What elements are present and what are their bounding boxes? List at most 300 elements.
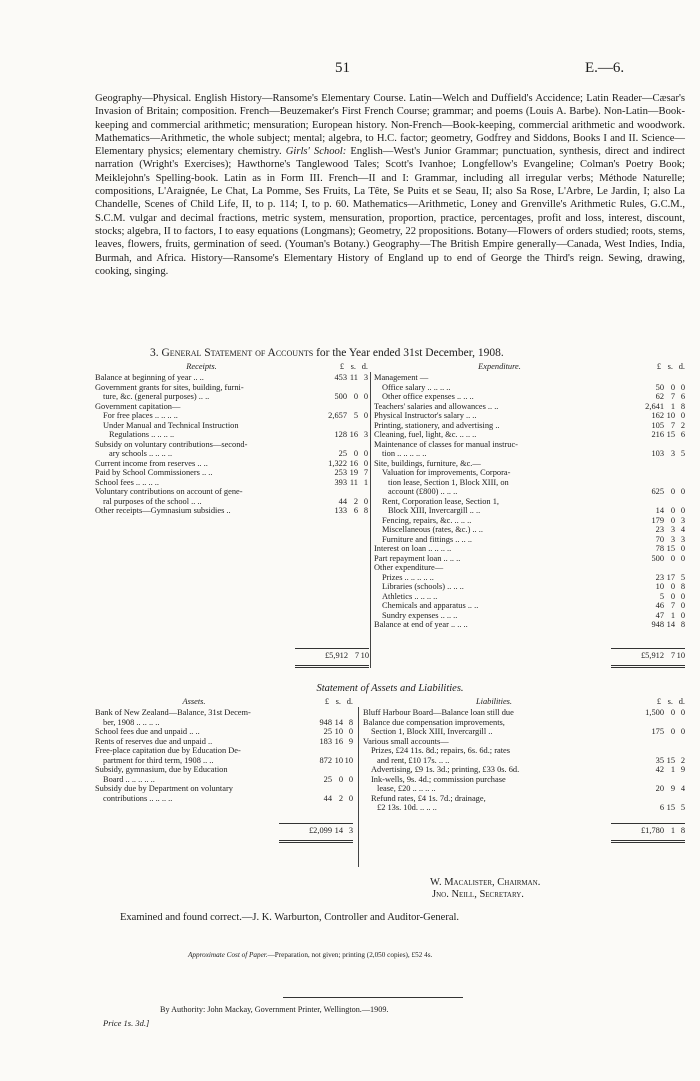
accounts-heading-number: 3.	[150, 347, 159, 359]
liabilities-header	[363, 697, 685, 708]
receipt-row	[95, 468, 368, 478]
amount-pence: 0	[680, 610, 685, 620]
amount-pence: 0	[680, 506, 685, 515]
liabilities-total-shillings: 1	[670, 826, 675, 835]
amount-pounds: 948	[651, 620, 664, 629]
expenditure-total-pence: 10	[676, 651, 685, 660]
liability-row	[363, 794, 685, 804]
row-label: Regulations .. .. .. ..	[109, 430, 175, 439]
expenditure-column	[374, 362, 685, 630]
cost-label: Approximate Cost of Paper.	[188, 951, 268, 959]
page-reference: E.—6.	[585, 60, 625, 76]
row-label: Valuation for improvements, Corpora-	[382, 468, 511, 477]
amount-pence: 0	[348, 793, 353, 803]
receipts-total-pounds: £5,912	[324, 651, 348, 660]
assets-total-pence: 3	[348, 826, 353, 835]
amount-pounds: 70	[655, 534, 664, 544]
row-label: Board .. .. .. .. ..	[103, 774, 155, 784]
expenditure-row	[374, 573, 685, 583]
amount-pence: 0	[680, 727, 685, 736]
amount-shillings: 0	[670, 382, 675, 392]
authority-line	[160, 1005, 620, 1014]
amount-pence: 0	[680, 382, 685, 392]
row-label: Physical Instructor's salary .. ..	[374, 411, 477, 420]
accounts-heading	[150, 347, 670, 359]
column-divider	[370, 372, 371, 668]
amount-shillings: 0	[353, 392, 358, 401]
amount-shillings: 14	[334, 717, 343, 727]
row-label: Various small accounts—	[363, 736, 449, 746]
liability-row	[363, 803, 685, 813]
expenditure-row	[374, 592, 685, 602]
amount-shillings: 2	[353, 496, 358, 506]
amount-shillings: 16	[349, 430, 358, 439]
row-label: Prizes, £24 11s. 8d.; repairs, 6s. 6d.; rates	[371, 746, 511, 755]
row-label: Maintenance of classes for manual instruc-	[374, 439, 518, 449]
cost-of-paper	[188, 951, 432, 959]
amount-pounds: 872	[319, 755, 332, 765]
statement-title: Statement of Assets and Liabilities.	[316, 683, 464, 694]
authority-rule	[283, 997, 463, 998]
asset-row	[95, 784, 353, 794]
amount-pounds: 6	[659, 803, 664, 812]
expenditure-title: Expenditure.	[478, 362, 521, 371]
amount-pence: 0	[680, 411, 685, 420]
amount-pence: 6	[680, 430, 685, 439]
amount-shillings: 15	[666, 544, 675, 553]
assets-total	[279, 826, 353, 838]
receipt-row	[95, 373, 368, 383]
amount-pence: 0	[363, 411, 368, 420]
amount-pence: 0	[680, 487, 685, 496]
receipts-total-double-rule	[295, 665, 369, 668]
amount-pounds: 128	[334, 430, 347, 439]
expenditure-row	[374, 383, 685, 393]
pence-header: d.	[346, 697, 353, 706]
row-label: Prizes .. .. .. .. ..	[382, 572, 434, 582]
liability-row	[363, 718, 685, 728]
amount-shillings: 3	[670, 534, 675, 544]
amount-pounds: 10	[655, 582, 664, 591]
amount-shillings: 0	[670, 553, 675, 563]
amount-pence: 0	[363, 449, 368, 458]
row-label: Block XIII, Invercargill .. ..	[388, 506, 481, 515]
amount-pounds: 62	[655, 392, 664, 401]
accounts-heading-caps: General Statement of Accounts	[161, 347, 314, 359]
expenditure-total-shillings: 7	[670, 651, 675, 660]
row-label: partment for third term, 1908 .. ..	[103, 755, 214, 765]
amount-pounds: 625	[651, 487, 664, 496]
row-label: Management —	[374, 373, 429, 382]
amount-pounds: 47	[655, 610, 664, 620]
asset-row	[95, 765, 353, 775]
amount-pence: 3	[363, 373, 368, 382]
expenditure-header	[374, 362, 685, 373]
auditor-certification: Examined and found correct.—J. K. Warburton, Controller and Auditor-General.	[120, 912, 460, 923]
expenditure-row	[374, 582, 685, 592]
shillings-header: s.	[667, 362, 673, 371]
amount-shillings: 15	[666, 430, 675, 439]
accounts-totals	[95, 648, 685, 670]
expenditure-row	[374, 449, 685, 459]
amount-pence: 9	[348, 736, 353, 746]
assets-rows	[95, 708, 353, 803]
row-label: Under Manual and Technical Instruction	[103, 420, 239, 430]
pence-header: d.	[678, 697, 685, 706]
row-label: ary schools .. .. .. ..	[109, 449, 173, 458]
amount-shillings: 0	[670, 727, 675, 736]
amount-pence: 8	[363, 506, 368, 515]
amount-shillings: 11	[349, 477, 358, 487]
asset-row	[95, 737, 353, 747]
receipt-row	[95, 459, 368, 469]
amount-pounds: 2,641	[645, 401, 664, 411]
receipts-title: Receipts.	[186, 362, 217, 371]
asset-row	[95, 756, 353, 766]
amount-pence: 0	[363, 392, 368, 401]
row-label: Current income from reserves .. ..	[95, 458, 208, 468]
row-label: £2 13s. 10d. .. .. ..	[377, 803, 437, 812]
row-label: School fees .. .. .. ..	[95, 477, 159, 487]
receipts-header	[95, 362, 368, 373]
expenditure-row	[374, 611, 685, 621]
amount-pounds: 44	[338, 496, 347, 506]
receipt-row	[95, 411, 368, 421]
receipt-row	[95, 421, 368, 431]
asset-row	[95, 727, 353, 737]
expenditure-row	[374, 459, 685, 469]
amount-pounds: 500	[651, 553, 664, 563]
amount-pence: 7	[363, 468, 368, 477]
amount-pence: 2	[680, 420, 685, 430]
amount-pounds: 78	[655, 544, 664, 553]
row-label: Other expenditure—	[374, 563, 444, 572]
receipts-total-rule	[295, 648, 369, 649]
liability-row	[363, 708, 685, 718]
row-label: Government grants for sites, building, furni-	[95, 382, 244, 392]
receipt-row	[95, 430, 368, 440]
liability-row	[363, 775, 685, 785]
assets-column	[95, 697, 353, 803]
amount-pence: 5	[680, 449, 685, 458]
asset-row	[95, 718, 353, 728]
expenditure-row	[374, 392, 685, 402]
row-label: tion lease, Section 1, Block XIII, on	[388, 477, 509, 487]
row-label: Subsidy, gymnasium, due by Education	[95, 765, 228, 774]
liability-row	[363, 737, 685, 747]
amount-pence: 8	[680, 401, 685, 411]
expenditure-row	[374, 402, 685, 412]
amount-shillings: 7	[670, 392, 675, 401]
row-label: account (£800) .. .. ..	[388, 487, 458, 496]
row-label: Site, buildings, furniture, &c.—	[374, 458, 481, 468]
amount-pence: 0	[680, 708, 685, 717]
receipt-row	[95, 392, 368, 402]
liabilities-title: Liabilities.	[475, 697, 513, 706]
amount-pounds: 42	[655, 765, 664, 774]
amount-pounds: 162	[651, 411, 664, 420]
pounds-header: £	[324, 697, 329, 706]
expenditure-row	[374, 468, 685, 478]
row-label: Miscellaneous (rates, &c.) .. ..	[382, 525, 483, 534]
receipt-row	[95, 506, 368, 516]
amount-pence: 2	[680, 755, 685, 765]
amount-pence: 0	[680, 544, 685, 553]
liabilities-rows	[363, 708, 685, 813]
amount-shillings: 10	[666, 411, 675, 420]
row-label: Government capitation—	[95, 401, 181, 411]
row-label: Chemicals and apparatus .. ..	[382, 601, 479, 610]
assets-title: Assets.	[182, 697, 206, 706]
expenditure-total-pounds: £5,912	[640, 651, 664, 660]
pounds-header: £	[656, 362, 661, 371]
receipts-total-shillings: 7	[354, 651, 359, 660]
amount-shillings: 1	[670, 401, 675, 411]
row-label: ture, &c. (general purposes) .. ..	[103, 392, 210, 401]
amount-shillings: 10	[334, 727, 343, 736]
pounds-header: £	[656, 697, 661, 706]
amount-pounds: 175	[651, 727, 664, 736]
amount-shillings: 15	[666, 755, 675, 765]
row-label: Libraries (schools) .. .. ..	[382, 582, 464, 591]
row-label: Rents of reserves due and unpaid ..	[95, 736, 213, 746]
liabilities-total-rule	[611, 823, 685, 824]
amount-pence: 4	[680, 525, 685, 534]
expenditure-row	[374, 525, 685, 535]
expenditure-row	[374, 506, 685, 516]
amount-shillings: 0	[353, 449, 358, 458]
row-label: Subsidy on voluntary contributions—second-	[95, 439, 248, 449]
liabilities-total-pounds: £1,780	[640, 826, 664, 835]
amount-pence: 0	[680, 591, 685, 601]
amount-shillings: 3	[670, 449, 675, 458]
shillings-header: s.	[667, 697, 673, 706]
amount-shillings: 1	[670, 610, 675, 620]
liability-row	[363, 727, 685, 737]
amount-shillings: 5	[353, 411, 358, 420]
amount-pounds: 20	[655, 784, 664, 793]
amount-pence: 0	[348, 727, 353, 736]
paragraph-part-2: English—West's Junior Grammar; punctuation, synthesis, direct and indirect narration (Wright's Exercises); Hawthorne's Tanglewood Tales; Scott's Ivanhoe; Longfellow's Evangeline; Colman's Poetry Book; Meiklejohn's Spelling-book. Latin as in Form III. French—II and I: Grammar, including all irregular verbs; Méthode Naturelle; compositions, L'Araignée, Le Chat, La Pomme, Ses Fruits, La Tête, Se Puits et se Seau, II; also Sa Rose, L'Arbre, Le Jardin, I; also La Chandelle, Scenes of Child Life, II, to p. 114; I, to p. 60. Mathematics—Arithmetic, Loney and Grenville's Arithmetic Rules, G.C.M., S.C.M. vulgar and decimal fractions, metric system, mensuration, proportion, practice, percentages, profit and loss, interest, discount, stocks; algebra, II to factors, I to easy equations (Longmans); Geometry, 22 propositions. Botany—Flowers of orders studied; roots, stems, leaves, flowers, fruits, germination of seed. (Youman's Botany.) Geography—The British Empire generally—Canada, West Indies, India, Burmah, and Africa. History—Ransome's Elementary History of England up to end of George the Third's reign. Sewing, drawing, cooking, singing.	[95, 146, 685, 277]
amount-pounds: 25	[323, 774, 332, 784]
amount-shillings: 0	[670, 515, 675, 525]
assets-liabilities-table	[95, 697, 685, 867]
amount-shillings: 0	[338, 774, 343, 784]
amount-pence: 8	[680, 620, 685, 629]
liabilities-total	[611, 826, 685, 838]
receipt-row	[95, 440, 368, 450]
amount-shillings: 15	[666, 803, 675, 812]
amount-pounds: 23	[655, 525, 664, 534]
amount-pence: 5	[680, 803, 685, 812]
row-label: Free-place capitation due by Education De-	[95, 746, 241, 755]
receipt-row	[95, 478, 368, 488]
authority-text: By Authority: John Mackay, Government Printer, Wellington.—1909.	[160, 1005, 389, 1014]
expenditure-row	[374, 497, 685, 507]
expenditure-total-rule	[611, 648, 685, 649]
amount-pence: 0	[363, 496, 368, 506]
amount-shillings: 16	[334, 736, 343, 746]
amount-pounds: 50	[655, 382, 664, 392]
expenditure-total-double-rule	[611, 665, 685, 668]
row-label: Section 1, Block XIII, Invercargill ..	[371, 727, 493, 736]
row-label: ber, 1908 .. .. .. ..	[103, 717, 160, 727]
row-label: Refund rates, £4 1s. 7d.; drainage,	[371, 793, 486, 803]
row-label: Balance at end of year .. .. ..	[374, 620, 468, 629]
amount-pence: 5	[680, 572, 685, 582]
pounds-header: £	[339, 362, 344, 371]
asset-row	[95, 708, 353, 718]
expenditure-row	[374, 563, 685, 573]
row-label: ral purposes of the school .. ..	[103, 496, 202, 506]
receipt-row	[95, 402, 368, 412]
amount-pounds: 44	[323, 793, 332, 803]
amount-pence: 3	[680, 534, 685, 544]
asset-row	[95, 775, 353, 785]
asset-row	[95, 794, 353, 804]
amount-shillings: 0	[670, 506, 675, 515]
row-label: Part repayment loan .. .. ..	[374, 553, 461, 563]
amount-pounds: 25	[338, 449, 347, 458]
row-label: Other office expenses .. .. ..	[382, 392, 474, 401]
expenditure-row	[374, 421, 685, 431]
amount-pounds: 46	[655, 601, 664, 610]
row-label: Balance due compensation improvements,	[363, 717, 505, 727]
amount-pounds: 133	[334, 506, 347, 515]
amount-pounds: 105	[651, 420, 664, 430]
accounts-table	[95, 362, 685, 670]
amount-pounds: 25	[323, 727, 332, 736]
assets-total-pounds: £2,099	[308, 826, 332, 835]
row-label: Bank of New Zealand—Balance, 31st Decem-	[95, 708, 251, 717]
row-label: Sundry expenses .. .. ..	[382, 610, 458, 620]
expenditure-row	[374, 554, 685, 564]
amount-shillings: 0	[670, 708, 675, 717]
amount-pence: 1	[363, 477, 368, 487]
amount-shillings: 2	[338, 793, 343, 803]
amount-pence: 3	[363, 430, 368, 439]
amount-pence: 0	[680, 553, 685, 563]
expenditure-rows	[374, 373, 685, 630]
amount-shillings: 0	[670, 591, 675, 601]
amount-shillings: 7	[670, 601, 675, 610]
shillings-header: s.	[335, 697, 341, 706]
price: Price 1s. 3d.]	[103, 1018, 150, 1028]
row-label: Ink-wells, 9s. 4d.; commission purchase	[371, 774, 506, 784]
row-label: Paid by School Commissioners .. ..	[95, 468, 213, 477]
amount-pounds: 1,500	[645, 708, 664, 717]
receipt-row	[95, 487, 368, 497]
amount-pounds: 453	[334, 373, 347, 382]
assets-total-shillings: 14	[334, 826, 343, 835]
amount-pence: 0	[348, 774, 353, 784]
row-label: Interest on loan .. .. .. ..	[374, 544, 452, 553]
amount-pounds: 103	[651, 449, 664, 458]
amount-pence: 4	[680, 784, 685, 793]
amount-shillings: 9	[670, 784, 675, 793]
amount-shillings: 0	[670, 487, 675, 496]
amount-pounds: 1,322	[328, 458, 347, 468]
row-label: Other receipts—Gymnasium subsidies ..	[95, 506, 231, 515]
amount-pounds: 35	[655, 755, 664, 765]
liabilities-total-double-rule	[611, 840, 685, 843]
row-label: contributions .. .. .. ..	[103, 793, 173, 803]
row-label: and rent, £10 17s. .. ..	[377, 755, 450, 765]
amount-pence: 0	[363, 458, 368, 468]
amount-shillings: 10	[334, 755, 343, 765]
signatures	[430, 877, 540, 901]
curriculum-paragraph	[95, 92, 685, 278]
row-label: Subsidy due by Department on voluntary	[95, 784, 233, 793]
assets-total-rule	[279, 823, 353, 824]
amount-pounds: 183	[319, 736, 332, 746]
amount-shillings: 19	[349, 468, 358, 477]
row-label: Teachers' salaries and allowances .. ..	[374, 401, 499, 411]
pence-header: d.	[361, 362, 368, 371]
liability-row	[363, 746, 685, 756]
expenditure-row	[374, 620, 685, 630]
paragraph-part-1: Geography—Physical. English History—Ransome's Elementary Course. Latin—Welch and Duffield's Accidence; Latin Reader—Cæsar's Invasion of Britain; composition. French—Beuzemaker's First French Course; grammar; and poems (Louis A. Barbe). Non-Latin—Book-keeping and commercial arithmetic; mensuration; European history. Non-French—Book-keeping, commercial arithmetic and woodwork. Mathematics—Arithmetic, the whole subject; mental; algebra, to H.C. factor; geometry, Godfrey and Siddons, Books I and II. Science—Elementary physics; elementary chemistry.	[95, 93, 685, 158]
expenditure-row	[374, 516, 685, 526]
row-label: Cleaning, fuel, light, &c. .. .. ..	[374, 430, 477, 439]
assets-header	[95, 697, 353, 708]
amount-pounds: 23	[655, 572, 664, 582]
amount-pence: 3	[680, 515, 685, 525]
amount-pence: 8	[348, 717, 353, 727]
amount-pounds: 216	[651, 430, 664, 439]
row-label: Office salary .. .. .. ..	[382, 382, 451, 392]
row-label: Athletics .. .. .. ..	[382, 591, 438, 601]
liability-row	[363, 784, 685, 794]
girls-school-label: Girls' School:	[285, 146, 347, 158]
asset-row	[95, 746, 353, 756]
page-number: 51	[335, 60, 350, 76]
receipt-row	[95, 497, 368, 507]
amount-pence: 8	[680, 582, 685, 591]
expenditure-row	[374, 544, 685, 554]
amount-shillings: 0	[670, 582, 675, 591]
row-label: Voluntary contributions on account of gene-	[95, 487, 243, 496]
amount-pence: 9	[680, 765, 685, 774]
row-label: Printing, stationery, and advertising ..	[374, 420, 500, 430]
row-label: Fencing, repairs, &c. .. .. ..	[382, 515, 472, 525]
shillings-header: s.	[350, 362, 356, 371]
liabilities-total-pence: 8	[680, 826, 685, 835]
expenditure-row	[374, 411, 685, 421]
amount-pounds: 253	[334, 468, 347, 477]
amount-shillings: 14	[666, 620, 675, 629]
row-label: For free places .. .. .. ..	[103, 411, 178, 420]
row-label: Balance at beginning of year .. ..	[95, 373, 204, 382]
amount-pounds: 948	[319, 717, 332, 727]
receipts-column	[95, 362, 368, 516]
receipts-total-pence: 10	[360, 651, 369, 660]
liability-row	[363, 756, 685, 766]
expenditure-row	[374, 373, 685, 383]
row-label: lease, £20 .. .. .. ..	[377, 784, 436, 793]
row-label: Rent, Corporation lease, Section 1,	[382, 496, 499, 506]
receipts-rows	[95, 373, 368, 516]
accounts-heading-rest: for the Year ended 31st December, 1908.	[316, 347, 504, 359]
secretary-signature: Jno. Neill, Secretary.	[432, 889, 524, 900]
amount-shillings: 3	[670, 525, 675, 534]
row-label: tion .. .. .. .. ..	[382, 449, 427, 458]
amount-pence: 6	[680, 392, 685, 401]
row-label: School fees due and unpaid .. ..	[95, 727, 200, 736]
statement-totals	[95, 823, 685, 845]
amount-shillings: 6	[353, 506, 358, 515]
row-label: Bluff Harbour Board—Balance loan still due	[363, 708, 514, 717]
